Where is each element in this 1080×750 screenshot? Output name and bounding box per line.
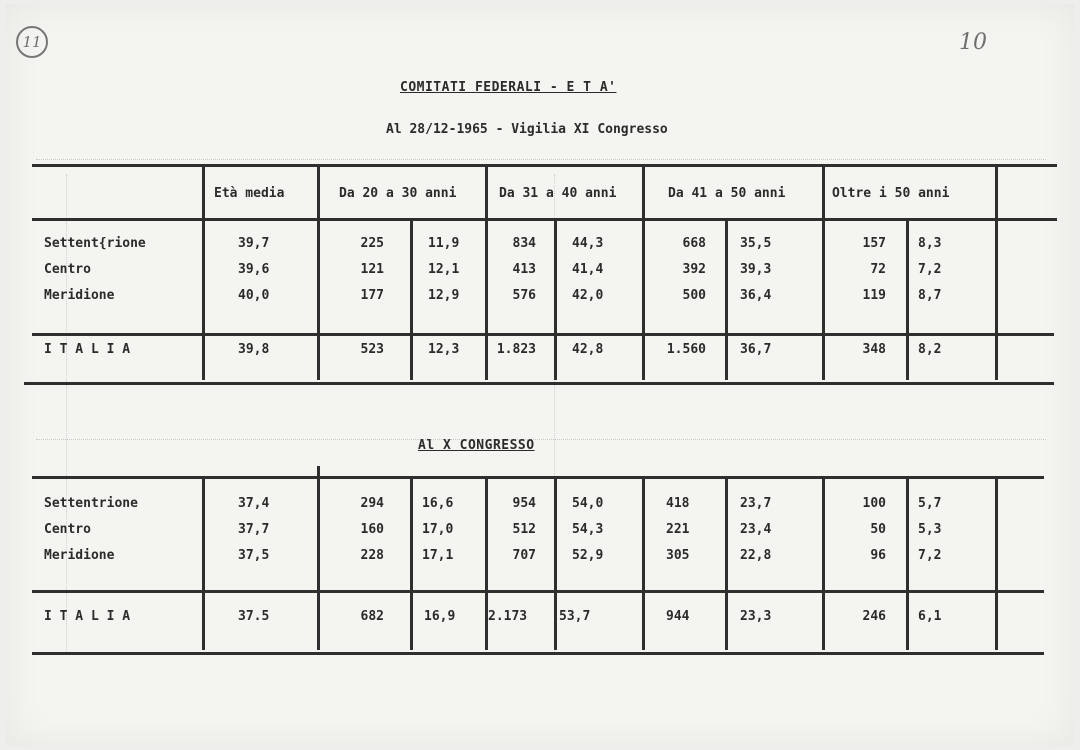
avg-age: 37,7: [238, 522, 270, 537]
pct-31-40: 44,3: [572, 236, 604, 251]
avg-age: 37.5: [238, 609, 270, 624]
table-rule: [32, 164, 1057, 167]
region-label: Settentrione: [44, 496, 138, 511]
avg-age: 37,5: [238, 548, 270, 563]
column-rule: [725, 476, 728, 650]
column-rule: [317, 164, 320, 380]
count-41-50: 221: [666, 522, 690, 537]
count-20-30: 225: [360, 236, 384, 251]
count-31-40: 707: [512, 548, 536, 563]
column-rule: [202, 476, 205, 650]
count-20-30: 177: [360, 288, 384, 303]
count-31-40: 2.173: [488, 609, 528, 624]
count-41-50: 392: [682, 262, 706, 277]
pct-20-30: 16,6: [422, 496, 454, 511]
pct-31-40: 41,4: [572, 262, 604, 277]
pct-20-30: 12,9: [428, 288, 460, 303]
header-oltre-50: Oltre i 50 anni: [832, 186, 950, 201]
count-oltre-50: 246: [862, 609, 886, 624]
document-title: COMITATI FEDERALI - E T A': [400, 80, 617, 95]
circled-page-number: 11: [16, 26, 48, 58]
count-31-40: 1.823: [496, 342, 536, 357]
count-41-50: 668: [682, 236, 706, 251]
avg-age: 39,7: [238, 236, 270, 251]
header-eta-media: Età media: [214, 186, 285, 201]
count-31-40: 954: [512, 496, 536, 511]
table-rule: [32, 218, 1057, 221]
pct-31-40: 42,8: [572, 342, 604, 357]
count-20-30: 160: [360, 522, 384, 537]
pct-20-30: 11,9: [428, 236, 460, 251]
count-oltre-50: 157: [862, 236, 886, 251]
region-label: Settent{rione: [44, 236, 146, 251]
pct-31-40: 42,0: [572, 288, 604, 303]
count-20-30: 228: [360, 548, 384, 563]
column-rule: [202, 164, 205, 380]
pct-31-40: 52,9: [572, 548, 604, 563]
pct-41-50: 23,4: [740, 522, 772, 537]
column-rule: [642, 164, 645, 380]
count-oltre-50: 100: [862, 496, 886, 511]
pct-oltre-50: 5,7: [918, 496, 942, 511]
count-20-30: 121: [360, 262, 384, 277]
pct-41-50: 23,3: [740, 609, 772, 624]
count-oltre-50: 50: [870, 522, 886, 537]
column-rule: [410, 218, 413, 380]
column-rule: [822, 164, 825, 380]
table-rule: [32, 333, 1054, 336]
column-rule: [995, 164, 998, 380]
count-41-50: 944: [666, 609, 690, 624]
count-oltre-50: 119: [862, 288, 886, 303]
column-rule: [317, 466, 320, 650]
table-rule: [32, 590, 1044, 593]
pct-oltre-50: 6,1: [918, 609, 942, 624]
count-41-50: 305: [666, 548, 690, 563]
column-rule: [410, 476, 413, 650]
pct-20-30: 12,1: [428, 262, 460, 277]
pct-oltre-50: 5,3: [918, 522, 942, 537]
pct-41-50: 36,4: [740, 288, 772, 303]
column-rule: [725, 218, 728, 380]
region-label: I T A L I A: [44, 609, 131, 624]
pct-31-40: 54,0: [572, 496, 604, 511]
region-label: Meridione: [44, 288, 115, 303]
pct-20-30: 12,3: [428, 342, 460, 357]
pct-oltre-50: 8,3: [918, 236, 942, 251]
column-rule: [642, 476, 645, 650]
header-41-50: Da 41 a 50 anni: [668, 186, 786, 201]
pct-41-50: 23,7: [740, 496, 772, 511]
pct-oltre-50: 7,2: [918, 548, 942, 563]
region-label: I T A L I A: [44, 342, 131, 357]
count-oltre-50: 96: [870, 548, 886, 563]
column-rule: [554, 218, 557, 380]
pct-41-50: 22,8: [740, 548, 772, 563]
count-41-50: 500: [682, 288, 706, 303]
count-41-50: 418: [666, 496, 690, 511]
avg-age: 39,6: [238, 262, 270, 277]
pct-oltre-50: 8,2: [918, 342, 942, 357]
count-31-40: 834: [512, 236, 536, 251]
count-oltre-50: 72: [870, 262, 886, 277]
guide-dots: [36, 159, 1046, 160]
region-label: Centro: [44, 262, 91, 277]
count-31-40: 413: [512, 262, 536, 277]
column-rule: [906, 476, 909, 650]
region-label: Meridione: [44, 548, 115, 563]
pct-41-50: 35,5: [740, 236, 772, 251]
table-rule: [24, 382, 1054, 385]
column-rule: [995, 476, 998, 650]
count-41-50: 1.560: [666, 342, 706, 357]
pct-41-50: 36,7: [740, 342, 772, 357]
document-subtitle: Al 28/12-1965 - Vigilia XI Congresso: [386, 122, 668, 137]
pct-31-40: 53,7: [559, 609, 591, 624]
table-rule: [32, 652, 1044, 655]
avg-age: 37,4: [238, 496, 270, 511]
count-31-40: 576: [512, 288, 536, 303]
avg-age: 40,0: [238, 288, 270, 303]
header-31-40: Da 31 a 40 anni: [499, 186, 617, 201]
document-page: [6, 4, 1074, 746]
section-title-x-congresso: Al X CONGRESSO: [418, 438, 535, 453]
count-oltre-50: 348: [862, 342, 886, 357]
column-rule: [906, 218, 909, 380]
pct-20-30: 17,1: [422, 548, 454, 563]
handwritten-page-number: 10: [959, 30, 987, 55]
avg-age: 39,8: [238, 342, 270, 357]
pct-20-30: 16,9: [424, 609, 456, 624]
count-20-30: 523: [360, 342, 384, 357]
table-rule: [32, 476, 1044, 479]
pct-20-30: 17,0: [422, 522, 454, 537]
column-rule: [554, 476, 557, 650]
count-31-40: 512: [512, 522, 536, 537]
guide-dots: [36, 439, 1046, 440]
header-20-30: Da 20 a 30 anni: [339, 186, 457, 201]
pct-oltre-50: 7,2: [918, 262, 942, 277]
pct-41-50: 39,3: [740, 262, 772, 277]
pct-31-40: 54,3: [572, 522, 604, 537]
column-rule: [822, 476, 825, 650]
count-20-30: 682: [360, 609, 384, 624]
region-label: Centro: [44, 522, 91, 537]
count-20-30: 294: [360, 496, 384, 511]
pct-oltre-50: 8,7: [918, 288, 942, 303]
